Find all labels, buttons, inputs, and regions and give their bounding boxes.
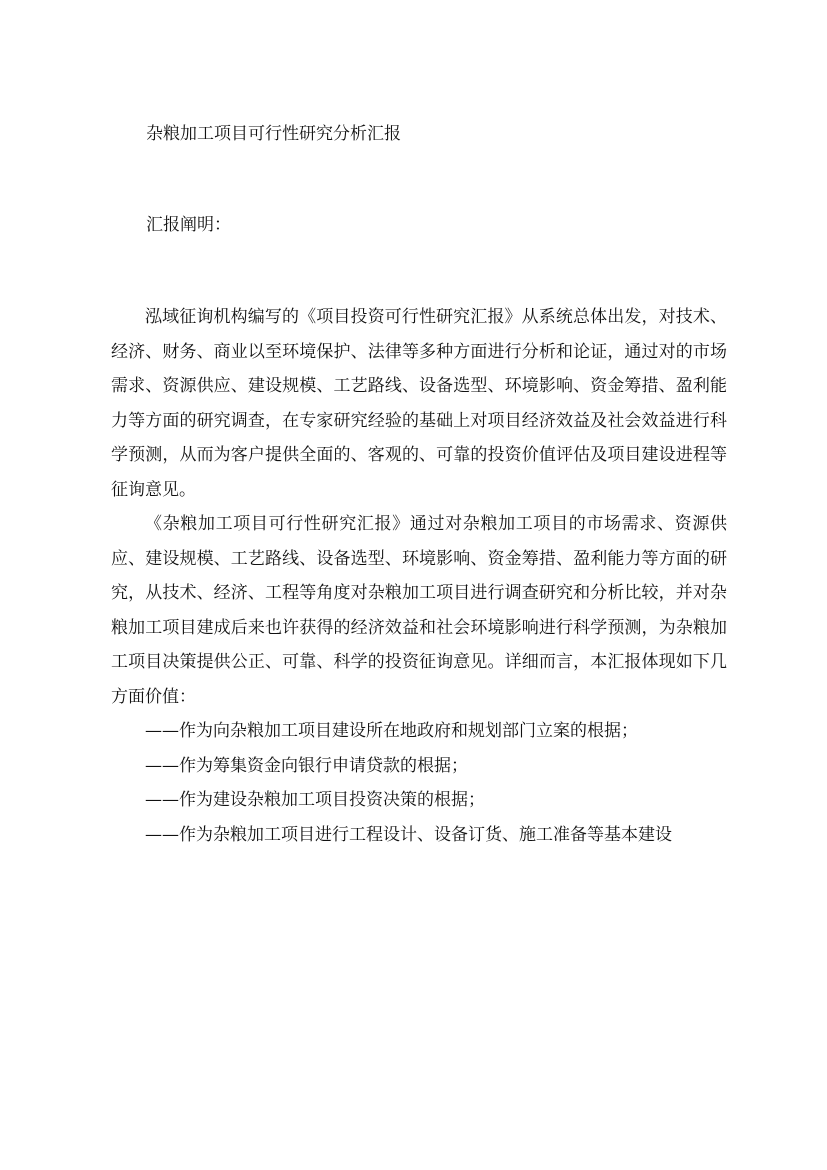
document-title: 杂粮加工项目可行性研究分析汇报 bbox=[146, 124, 401, 144]
paragraph-intro: 泓域征询机构编写的《项目投资可行性研究汇报》从系统总体出发，对技术、经济、财务、商业以至环境保护、法律等多种方面进行分析和论证，通过对的市场需求、资源供应、建设规模、工艺路线、设备选型、环境影响、资金筹措、盈利能力等方面的研究调查，在专家研究经验的基础上对项目经济效益及社会效益进行科学预测，从而为客户提供全面的、客观的、可靠的投资价值评估及项目建设进程等征询意见。 bbox=[111, 307, 727, 500]
list-item-value-3: ——作为建设杂粮加工项目投资决策的根据； bbox=[145, 790, 485, 810]
list-item-value-2: ——作为筹集资金向银行申请贷款的根据； bbox=[145, 755, 468, 776]
list-item-value-4: ——作为杂粮加工项目进行工程设计、设备订货、施工准备等基本建设 bbox=[145, 824, 672, 845]
report-description-heading: 汇报阐明： bbox=[146, 215, 231, 235]
list-item-value-1: ——作为向杂粮加工项目建设所在地政府和规划部门立案的根据； bbox=[145, 721, 638, 741]
paragraph-report-summary: 《杂粮加工项目可行性研究汇报》通过对杂粮加工项目的市场需求、资源供应、建设规模、工艺路线、设备选型、环境影响、资金筹措、盈利能力等方面的研究，从技术、经济、工程等角度对杂粮加工项目进行调查研究和分析比较，并对杂粮加工项目建成后来也许获得的经济效益和社会环境影响进行科学预测，为杂粮加工项目决策提供公正、可靠、科学的投资征询意见。详细而言，本汇报体现如下几方面价值： bbox=[111, 514, 727, 707]
document-body bbox=[111, 300, 727, 852]
